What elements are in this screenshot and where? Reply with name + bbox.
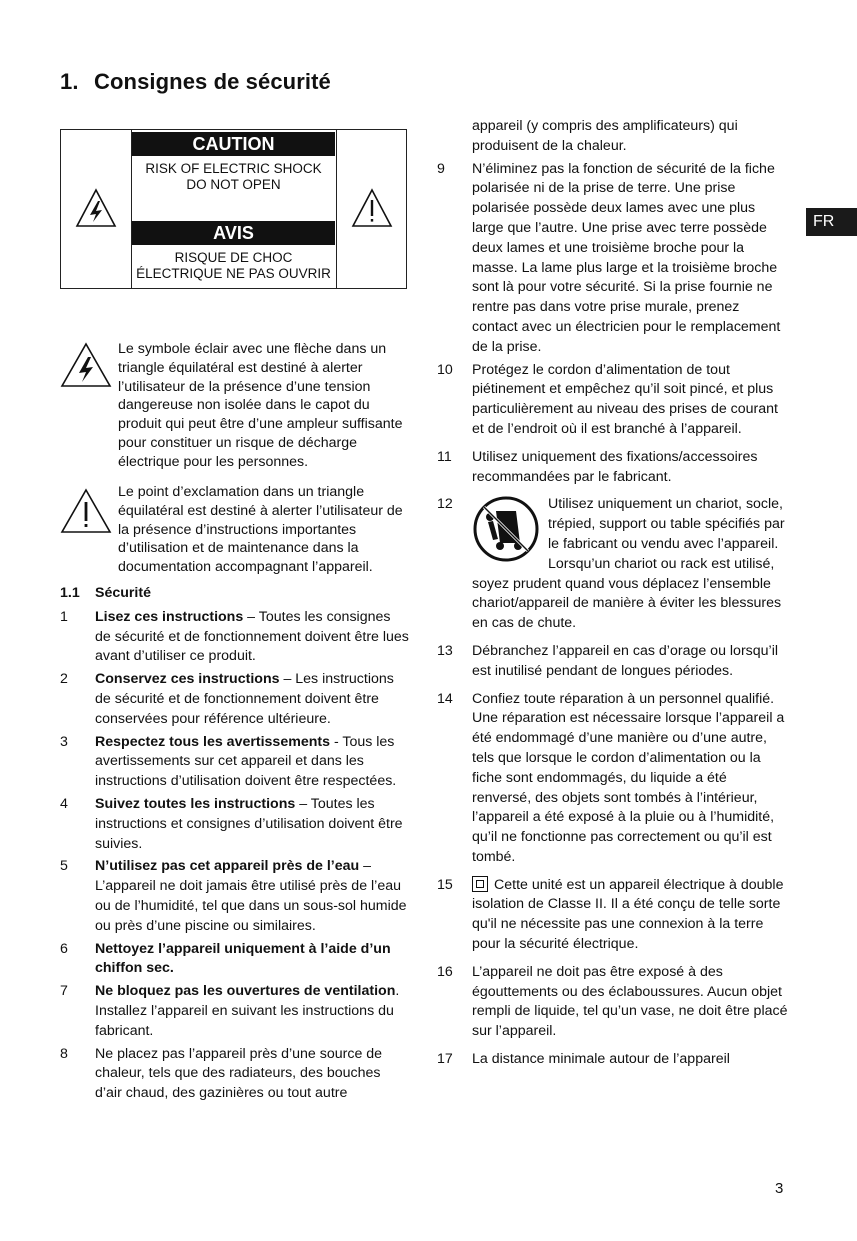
double-insulation-icon xyxy=(472,876,488,892)
caution-text-line-1: RISK OF ELECTRIC SHOCK xyxy=(145,161,322,176)
item-text: Utilisez uniquement un chariot, socle, trépied, support ou table spécifiés par le fabricant ou vendu avec l’appareil. Lorsqu’un chariot ou rack est utilisé, soyez prudent quand vous déplacez l’ensemble chariot/appareil de manière à éviter les blessures en cas de chute. xyxy=(472,496,785,632)
exclamation-symbol-text: Le point d’exclamation dans un triangle équilatéral est destiné à alerter l’utilisateur de la présence d’instructions importantes d’utilisation et de maintenance dans la documentation accompagnant l’appareil. xyxy=(118,484,403,576)
list-item xyxy=(437,160,789,358)
list-item xyxy=(437,876,789,955)
item-text: – Toutes les instructions et consignes d’utilisation doivent être suivies. xyxy=(95,795,403,852)
list-item xyxy=(60,795,410,854)
list-item xyxy=(60,1045,410,1104)
exclamation-symbol-explanation xyxy=(60,483,410,577)
item-number: 9 xyxy=(437,160,445,177)
item-text: Cette unité est un appareil électrique à double isolation de Classe II. Il a été conçu de telle sorte qu'il ne nécessite pas une connexion à la terre pour la sécurité électrique. xyxy=(472,876,784,953)
item-bold: Conservez ces instructions xyxy=(95,671,280,688)
item-number: 3 xyxy=(60,733,68,750)
safety-list-right-column xyxy=(437,117,789,1073)
list-item xyxy=(437,495,789,634)
safety-list-left-column xyxy=(60,584,410,1107)
exclamation-warning-icon xyxy=(351,188,393,228)
title-text: Consignes de sécurité xyxy=(94,69,331,94)
item-number: 4 xyxy=(60,795,68,812)
item-bold: N’utilisez pas cet appareil près de l’eau xyxy=(95,858,360,875)
section-title: Sécurité xyxy=(95,585,151,601)
item-number: 15 xyxy=(437,876,453,893)
item-text: – L’appareil ne doit jamais être utilisé près de l’eau ou de l’humidité, tel que dans un sous-sol humide ou près d’une piscine ou similaires. xyxy=(95,858,407,934)
page-title xyxy=(60,69,331,95)
item-text: N’éliminez pas la fonction de sécurité de la fiche polarisée ni de la prise de terre. Une prise polarisée possède deux lames avec une plus large que l’autre. Une prise avec terre possède deux lames et une troisième broche pour la masse. La lame plus large et la troisième broche sont là pour votre sécurité. Si la prise fournie ne rentre pas dans votre prise murale, prenez contact avec un électricien pour le remplacement de la prise. xyxy=(472,160,781,355)
item-text: – Les instructions de sécurité et de fonctionnement doivent être conservées pour référence ultérieure. xyxy=(95,671,394,727)
item-bold: Ne bloquez pas les ouvertures de ventilation xyxy=(95,983,396,1000)
list-item-continuation: appareil (y compris des amplificateurs) qui produisent de la chaleur. xyxy=(472,118,738,154)
item-text: . Installez l’appareil en suivant les instructions du fabricant. xyxy=(95,983,400,1039)
item-number: 16 xyxy=(437,963,453,980)
list-item xyxy=(60,608,410,667)
caution-text-line-2: DO NOT OPEN xyxy=(186,177,281,192)
caution-label: CAUTION xyxy=(132,132,335,156)
item-bold: Suivez toutes les instructions xyxy=(95,795,296,812)
lightning-symbol-text: Le symbole éclair avec une flèche dans un triangle équilatéral est destiné à alerter l’utilisateur de la présence d’une tension dangereuse non isolée dans le capot du produit qui peut être d’une ampleur suffisante pour constituer un risque de décharge électrique pour les personnes. xyxy=(118,341,403,470)
item-text: – Toutes les consignes de sécurité et de fonctionnement doivent être lues avant d’utiliser ce produit. xyxy=(95,608,409,665)
list-item xyxy=(437,361,789,440)
item-number: 13 xyxy=(437,642,453,659)
list-item xyxy=(437,690,789,868)
item-text: La distance minimale autour de l’appareil xyxy=(472,1051,730,1068)
avis-text-line-2: ÉLECTRIQUE NE PAS OUVRIR xyxy=(136,266,331,281)
item-number: 11 xyxy=(437,448,452,465)
item-text: Débranchez l’appareil en cas d’orage ou lorsqu’il est inutilisé pendant de longues périodes. xyxy=(472,642,779,679)
list-item xyxy=(60,670,410,729)
list-item xyxy=(437,448,789,488)
cart-warning xyxy=(472,495,789,634)
page-number: 3 xyxy=(775,1180,784,1197)
item-number: 10 xyxy=(437,361,453,378)
item-text: Ne placez pas l’appareil près d’une source de chaleur, tels que des radiateurs, des bouches d’air chaud, des gazinières ou tout autre xyxy=(95,1045,383,1102)
caution-box xyxy=(60,129,407,289)
caution-box-divider-right xyxy=(336,130,337,288)
item-bold: Lisez ces instructions xyxy=(95,608,244,625)
item-text: Utilisez uniquement des fixations/accessoires recommandées par le fabricant. xyxy=(472,448,758,485)
list-item xyxy=(60,982,410,1041)
item-text: - Tous les avertissements sur cet appareil et dans les instructions d’utilisation doivent être respectées. xyxy=(95,733,397,790)
avis-text xyxy=(132,250,335,282)
list-item xyxy=(60,940,410,980)
item-text: Confiez toute réparation à un personnel qualifié. Une réparation est nécessaire lorsque l’appareil a été endommagé d’une manière ou d’une autre, tels que lorsque le cordon d’alimentation ou la fiche sont endommagés, du liquide a été renversé, des objets sont tombés à l’intérieur, l’appareil a été exposé à la pluie ou à l’humidité, qu’il ne fonctionne pas correctement ou qu’il est tombé. xyxy=(472,690,785,865)
list-item xyxy=(60,857,410,936)
item-bold: Nettoyez l’appareil uniquement à l’aide d’un chiffon sec. xyxy=(95,940,391,977)
item-bold: Respectez tous les avertissements xyxy=(95,733,330,750)
avis-label: AVIS xyxy=(132,221,335,245)
section-heading xyxy=(60,584,410,604)
section-number: 1.1 xyxy=(60,585,80,601)
item-number: 6 xyxy=(60,940,68,957)
item-text: L’appareil ne doit pas être exposé à des égouttements ou des éclaboussures. Aucun objet rempli de liquide, tel qu’un vase, ne doit être placé sur l’appareil. xyxy=(472,963,788,1040)
lightning-warning-icon xyxy=(75,188,117,228)
list-item xyxy=(437,642,789,682)
item-number: 7 xyxy=(60,983,68,1000)
item-number: 8 xyxy=(60,1045,68,1062)
item-number: 1 xyxy=(60,608,68,625)
cart-tip-over-warning-icon xyxy=(472,495,540,563)
item-text: Protégez le cordon d’alimentation de tout piétinement et empêchez qu’il soit pincé, et plus particulièrement au niveau des prises de courant et de l’endroit où il est branché à l’appareil. xyxy=(472,361,778,437)
language-tab: FR xyxy=(806,208,857,236)
lightning-symbol-explanation xyxy=(60,340,410,472)
title-number: 1. xyxy=(60,69,79,94)
item-number: 17 xyxy=(437,1051,453,1068)
avis-text-line-1: RISQUE DE CHOC xyxy=(174,250,293,265)
exclamation-triangle-icon xyxy=(60,488,112,534)
list-item xyxy=(437,963,789,1042)
item-number: 12 xyxy=(437,496,453,513)
lightning-triangle-icon xyxy=(60,342,112,388)
item-number: 2 xyxy=(60,671,68,688)
list-item xyxy=(437,1050,789,1070)
list-item xyxy=(60,733,410,792)
item-number: 5 xyxy=(60,858,68,875)
caution-text xyxy=(132,161,335,193)
item-number: 14 xyxy=(437,690,453,707)
